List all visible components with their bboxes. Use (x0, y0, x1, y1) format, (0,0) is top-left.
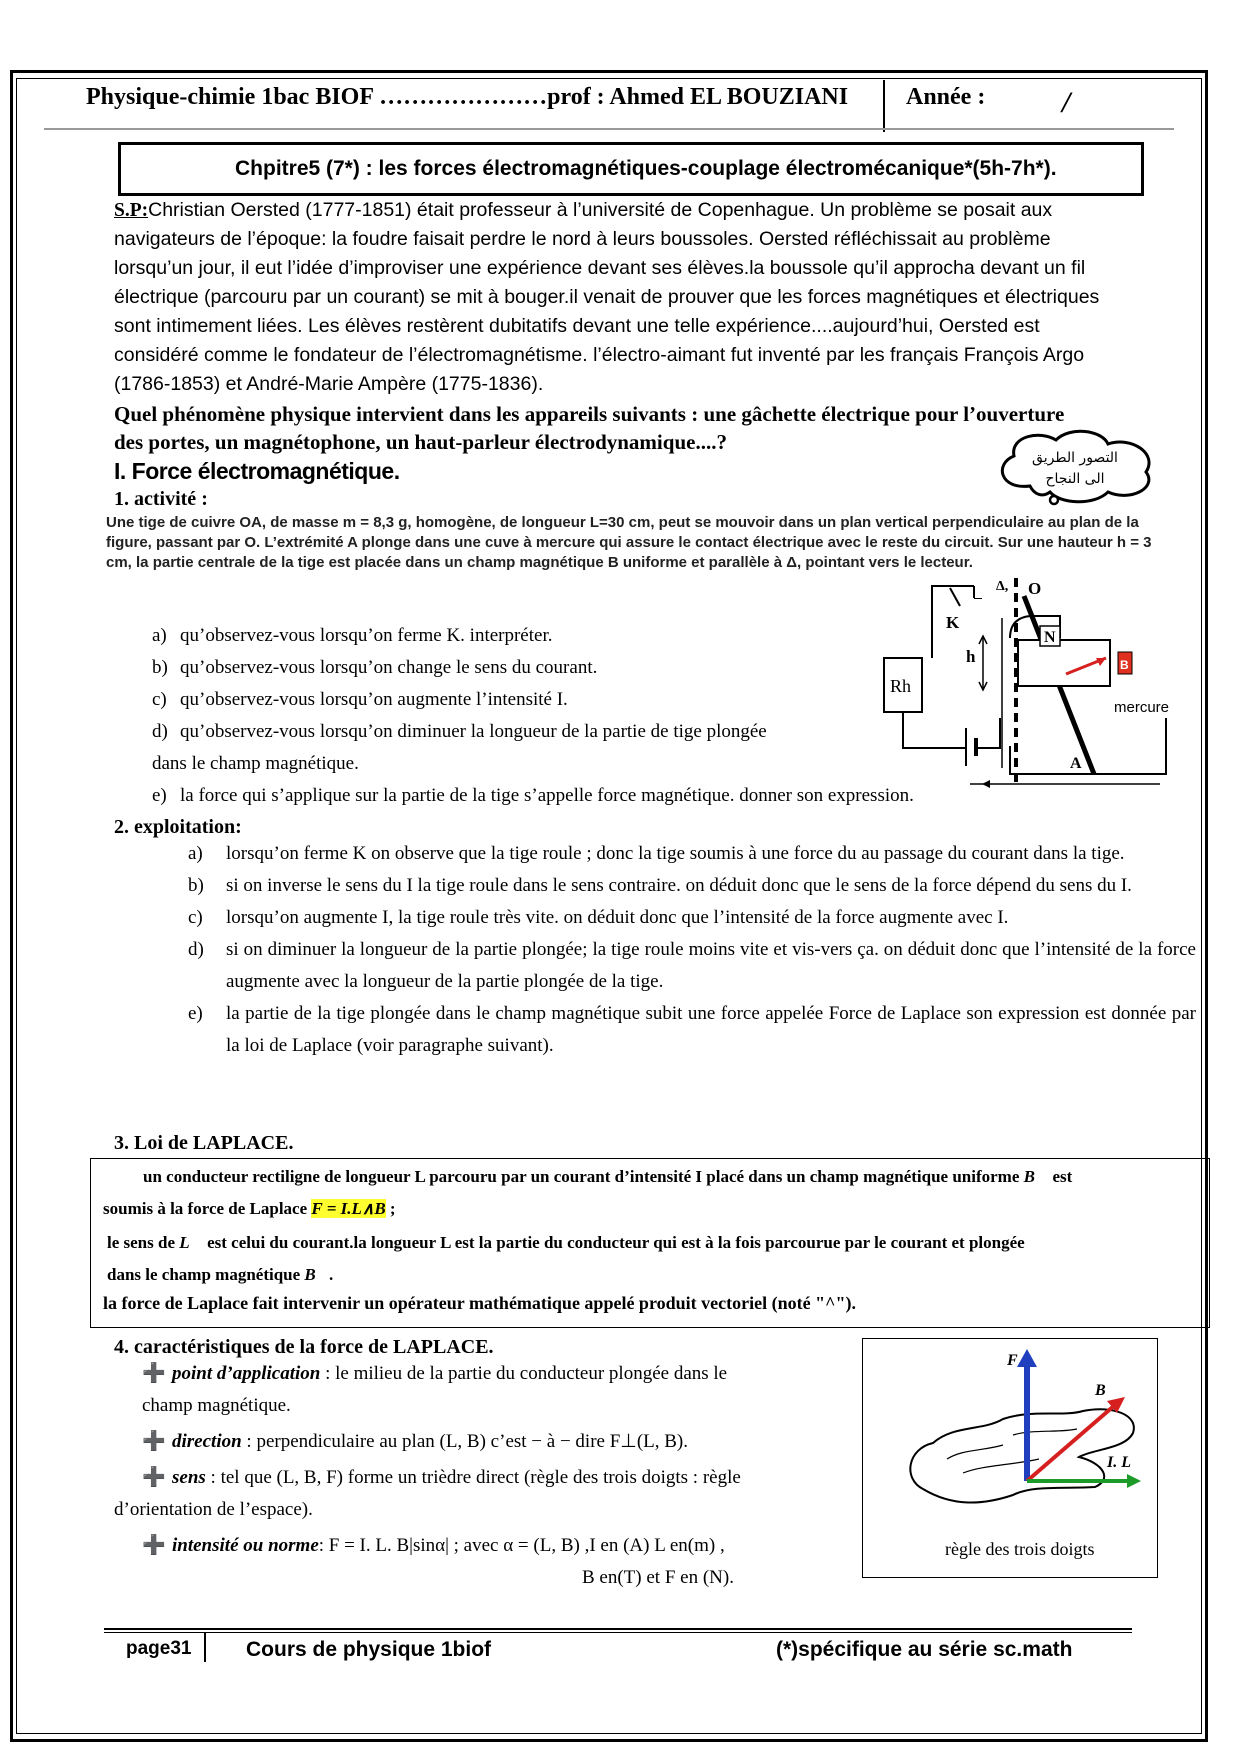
exploitation-item (188, 934, 1196, 998)
exploitation-letter: a) (188, 843, 203, 864)
switch-k-line (950, 588, 960, 606)
laplace-law-box (90, 1158, 1210, 1328)
carac-sens-label: sens (172, 1467, 206, 1488)
laplace-line-2-end: ; (389, 1199, 396, 1218)
chapter-title: Chpitre5 (7*) : les forces électromagnétiques-couplage électromécanique*(5h-7h*). (235, 157, 1057, 180)
carac-sens-text: : tel que (L, B, F) forme un trièdre direct (règle des trois doigts : règle (205, 1467, 741, 1488)
circuit-wire-bottom (903, 712, 966, 748)
figure-caption: règle des trois doigts (945, 1539, 1095, 1559)
bubble-line-1: التصور الطريق (1032, 450, 1118, 466)
caracteristiques-list (114, 1358, 844, 1594)
carac-intensite-2: B en(T) et F en (N). (582, 1567, 734, 1588)
exploitation-item (188, 838, 1196, 870)
laplace-line-1-end: est (1052, 1167, 1073, 1186)
three-fingers-figure (862, 1338, 1158, 1578)
bubble-text (1010, 448, 1140, 490)
exploitation-letter: d) (188, 939, 204, 960)
question-letter: e) (152, 785, 167, 806)
figure-label-il: I. L (1107, 1454, 1131, 1471)
bullet-icon: ➕ (142, 1363, 166, 1384)
laplace-line-4-text: dans le champ magnétique (107, 1265, 301, 1284)
label-rh: Rh (890, 676, 912, 696)
exploitation-text: lorsqu’on augmente I, la tige roule très vite. on déduit donc que l’intensité de la force augmente avec I. (226, 907, 1009, 928)
laplace-line-3b: est celui du courant.la longueur L est la partie du conducteur qui est à la fois parcourue par le courant et plongée (207, 1233, 1025, 1252)
bullet-icon: ➕ (142, 1535, 166, 1556)
laplace-line-4: dans le champ magnétique B⃗. (107, 1265, 334, 1284)
header-separator (883, 80, 885, 132)
label-delta: Δ, (996, 579, 1009, 594)
exploitation-item (188, 902, 1196, 934)
page-header (86, 84, 986, 111)
question-text: qu’observez-vous lorsqu’on change le sens du courant. (180, 657, 598, 678)
carac-point-2: champ magnétique. (142, 1395, 291, 1416)
exploitation-text: lorsqu’on ferme K on observe que la tige roule ; donc la tige soumis à une force du au passage du courant dans la tige. (226, 843, 1125, 864)
carac-direction-label: direction (172, 1431, 242, 1452)
footer-course: Cours de physique 1biof (246, 1638, 492, 1661)
exploitation-item (188, 998, 1196, 1062)
question-letter: b) (152, 657, 168, 678)
footer-rule (104, 1628, 1132, 1630)
footer-rule-thin (104, 1632, 1132, 1633)
carac-direction (114, 1426, 844, 1458)
carac-point-label: point d’application (172, 1363, 321, 1384)
section-title: I. Force électromagnétique. (114, 458, 400, 484)
exploitation-title: 2. exploitation: (114, 816, 242, 838)
label-a: A (1070, 755, 1082, 772)
bullet-icon: ➕ (142, 1431, 166, 1452)
label-mercure: mercure (1114, 699, 1170, 716)
header-title: Physique-chimie 1bac BIOF …………………prof : Ahmed EL BOUZIANI (86, 84, 849, 110)
laplace-line-1: un conducteur rectiligne de longueur L parcouru par un courant d’intensité I placé dans un champ magnétique uniforme B⃗ est (143, 1167, 1073, 1186)
label-n: N (1044, 629, 1056, 646)
bullet-icon: ➕ (142, 1467, 166, 1488)
exploitation-letter: e) (188, 1003, 203, 1024)
chapter-box (118, 142, 1144, 196)
return-arrow-head (982, 780, 990, 788)
bubble-line-2: الى النجاح (1045, 471, 1105, 487)
exploitation-letter: b) (188, 875, 204, 896)
mercury-tank (1010, 718, 1166, 774)
laplace-line-3a: le sens de (107, 1233, 175, 1252)
carac-direction-text: : perpendiculaire au plan (L, B) c’est − à − dire F⊥(L, B). (241, 1431, 689, 1452)
carac-sens (114, 1462, 844, 1494)
opening-question: Quel phénomène physique intervient dans les appareils suivants : une gâchette électrique pour l’ouverture des portes, un magnétophone, un haut-parleur électrodynamique....? (114, 402, 1065, 454)
question-letter: c) (152, 689, 167, 710)
footer-page: page31 (126, 1638, 192, 1659)
laplace-title: 3. Loi de LAPLACE. (114, 1132, 294, 1154)
laplace-formula: F = I.L∧B (311, 1199, 386, 1218)
figure-label-f: F (1007, 1352, 1018, 1369)
exploitation-letter: c) (188, 907, 203, 928)
laplace-line-2 (103, 1199, 396, 1219)
situation-probleme (114, 196, 1124, 399)
label-o: O (1028, 579, 1042, 598)
label-b: B (1120, 658, 1129, 672)
footer-note: (*)spécifique au série sc.math (776, 1638, 1073, 1661)
laplace-line-3: le sens de L⃗ est celui du courant.la longueur L est la partie du conducteur qui est à la fois parcourue par le courant et plongée (107, 1233, 1025, 1252)
question-letter: a) (152, 625, 167, 646)
hand-outline (910, 1409, 1134, 1502)
caracteristiques-title: 4. caractéristiques de la force de LAPLACE. (114, 1336, 494, 1358)
exploitation-item (188, 870, 1196, 902)
carac-sens-2: d’orientation de l’espace). (114, 1499, 313, 1520)
situation-label: S.P: (114, 200, 149, 221)
question-letter: d) (152, 721, 168, 742)
question-text: la force qui s’applique sur la partie de la tige s’appelle force magnétique. donner son expression. (180, 785, 914, 806)
header-slash: / (1062, 86, 1071, 119)
header-rule (44, 128, 1174, 130)
laplace-line-1-text: un conducteur rectiligne de longueur L parcouru par un courant d’intensité I placé dans un champ magnétique uniforme (143, 1167, 1020, 1186)
activity-title: 1. activité : (114, 488, 208, 510)
activity-text: Une tige de cuivre OA, de masse m = 8,3 g, homogène, de longueur L=30 cm, peut se mouvoir dans un plan vertical perpendiculaire au plan de la figure, passant par O. L’extrémité A plonge dans une cuve à mercure qui assure le contact électrique avec le reste du circuit. Sur une hauteur h = 3 cm, la partie centrale de la tige est placée dans un champ magnétique B uniforme et parallèle à Δ, pointant vers le lecteur. (106, 514, 1152, 571)
question-text: qu’observez-vous lorsqu’on diminuer la longueur de la partie de tige plongée (180, 721, 767, 742)
footer-separator (204, 1632, 206, 1662)
current-il-arrow-head (1127, 1474, 1141, 1488)
three-fingers-drawing (863, 1339, 1157, 1577)
carac-point (114, 1358, 844, 1390)
circuit-node (974, 598, 982, 599)
label-h: h (966, 647, 976, 666)
situation-text: Christian Oersted (1777-1851) était professeur à l’université de Copenhague. Un problème se posait aux navigateurs de l’époque: la foudre faisait perdre le nord à leurs boussoles. Oersted réfléchissait au problème lorsqu’un jour, il eut l’idée d’improviser une expérience devant ses élèves.la boussole qu’il approcha devant un fil électrique (parcouru par un courant) se mit à bouger.il venait de prouver que les forces magnétiques et électriques sont intimement liées. Les élèves restèrent dubitatifs devant une telle expérience....aujourd’hui, Oersted est considéré comme le fondateur de l’électromagnétisme. l’électro-aimant fut inventé par les français François Argo (1786-1853) et André-Marie Ampère (1775-1836). (114, 199, 1100, 395)
laplace-line-2-text: soumis à la force de Laplace (103, 1199, 308, 1218)
carac-point-text: : le milieu de la partie du conducteur plongée dans le (320, 1363, 728, 1384)
carac-intensite (114, 1530, 844, 1562)
figure-label-b: B (1095, 1382, 1106, 1399)
exploitation-text: la partie de la tige plongée dans le champ magnétique subit une force appelée Force de Laplace son expression est donnée par la loi de Laplace (voir paragraphe suivant). (226, 1003, 1196, 1056)
exploitation-text: si on diminuer la longueur de la partie plongée; la tige roule moins vite et vis-vers ça. on déduit donc que l’intensité de la force augmente avec la longueur de la partie plongée de la tige. (226, 939, 1196, 992)
question-text: dans le champ magnétique. (152, 753, 359, 774)
header-annee: Année : (906, 84, 986, 110)
laplace-line-5: la force de Laplace fait intervenir un opérateur mathématique appelé produit vectoriel (noté "^"). (103, 1293, 857, 1313)
force-arrow-head (1017, 1349, 1037, 1367)
carac-intensite-label: intensité ou norme (172, 1535, 319, 1556)
exploitation-list (188, 838, 1196, 1062)
carac-intensite-text: : F = I. L. B|sinα| ; avec α = (L, B) ,I en (A) L en(m) , (318, 1535, 725, 1556)
question-text: qu’observez-vous lorsqu’on ferme K. interpréter. (180, 625, 553, 646)
exploitation-text: si on inverse le sens du I la tige roule dans le sens contraire. on déduit donc que le sens de la force dépend du sens du I. (226, 875, 1132, 896)
circuit-wire (976, 718, 1000, 748)
label-k: K (946, 613, 960, 632)
question-text: qu’observez-vous lorsqu’on augmente l’intensité I. (180, 689, 568, 710)
laplace-rails-diagram (870, 578, 1190, 798)
